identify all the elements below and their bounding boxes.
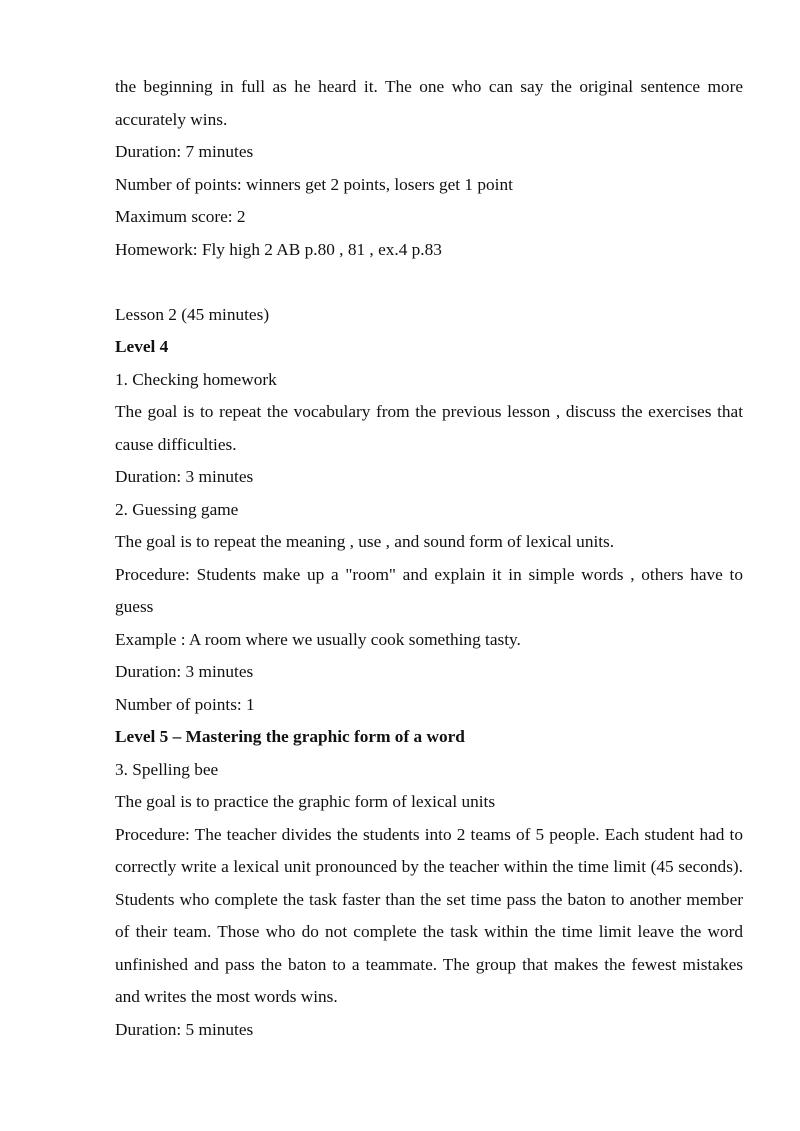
item3-procedure: Procedure: The teacher divides the students into 2 teams of 5 people. Each student had to correctly write a lexical unit pronounced by the teacher within the time limit (45 seconds). Students who complete the task faster than the set time pass the baton to another member of their team. Those who do not complete the task within the time limit leave the word unfinished and pass the baton to a teammate. The group that makes the fewest mistakes and writes the most words wins.	[115, 824, 743, 1006]
item2-duration: Duration: 3 minutes	[115, 662, 254, 681]
level5-heading: Level 5 – Mastering the graphic form of a word	[115, 727, 465, 746]
item2-goal: The goal is to repeat the meaning , use , and sound form of lexical units.	[115, 532, 615, 551]
item3-goal: The goal is to practice the graphic form of lexical units	[115, 792, 496, 811]
item3-title: 3. Spelling bee	[115, 759, 219, 779]
blank-line	[115, 266, 743, 299]
item3-duration: Duration: 5 minutes	[115, 1019, 254, 1039]
max-score-text: Maximum score: 2	[115, 207, 246, 226]
item1-title: 1. Checking homework	[115, 369, 277, 389]
points-text: Number of points: winners get 2 points, losers get 1 point	[115, 174, 513, 194]
level4-heading: Level 4	[115, 337, 169, 356]
lesson-title: Lesson 2 (45 minutes)	[115, 304, 270, 324]
item1-goal: The goal is to repeat the vocabulary from the previous lesson , discuss the exercises that cause difficulties.	[115, 402, 743, 454]
item2-points: Number of points: 1	[115, 694, 255, 714]
item1-duration: Duration: 3 minutes	[115, 467, 254, 486]
duration-text: Duration: 7 minutes	[115, 142, 254, 161]
document-page	[115, 71, 743, 1046]
item2-example: Example : A room where we usually cook something tasty.	[115, 629, 521, 649]
item2-title: 2. Guessing game	[115, 499, 239, 519]
item2-procedure: Procedure: Students make up a "room" and explain it in simple words , others have to guess	[115, 564, 743, 616]
homework-text: Homework: Fly high 2 AB p.80 , 81 , ex.4 p.83	[115, 239, 442, 259]
intro-paragraph: the beginning in full as he heard it. The one who can say the original sentence more accurately wins.	[115, 77, 743, 129]
